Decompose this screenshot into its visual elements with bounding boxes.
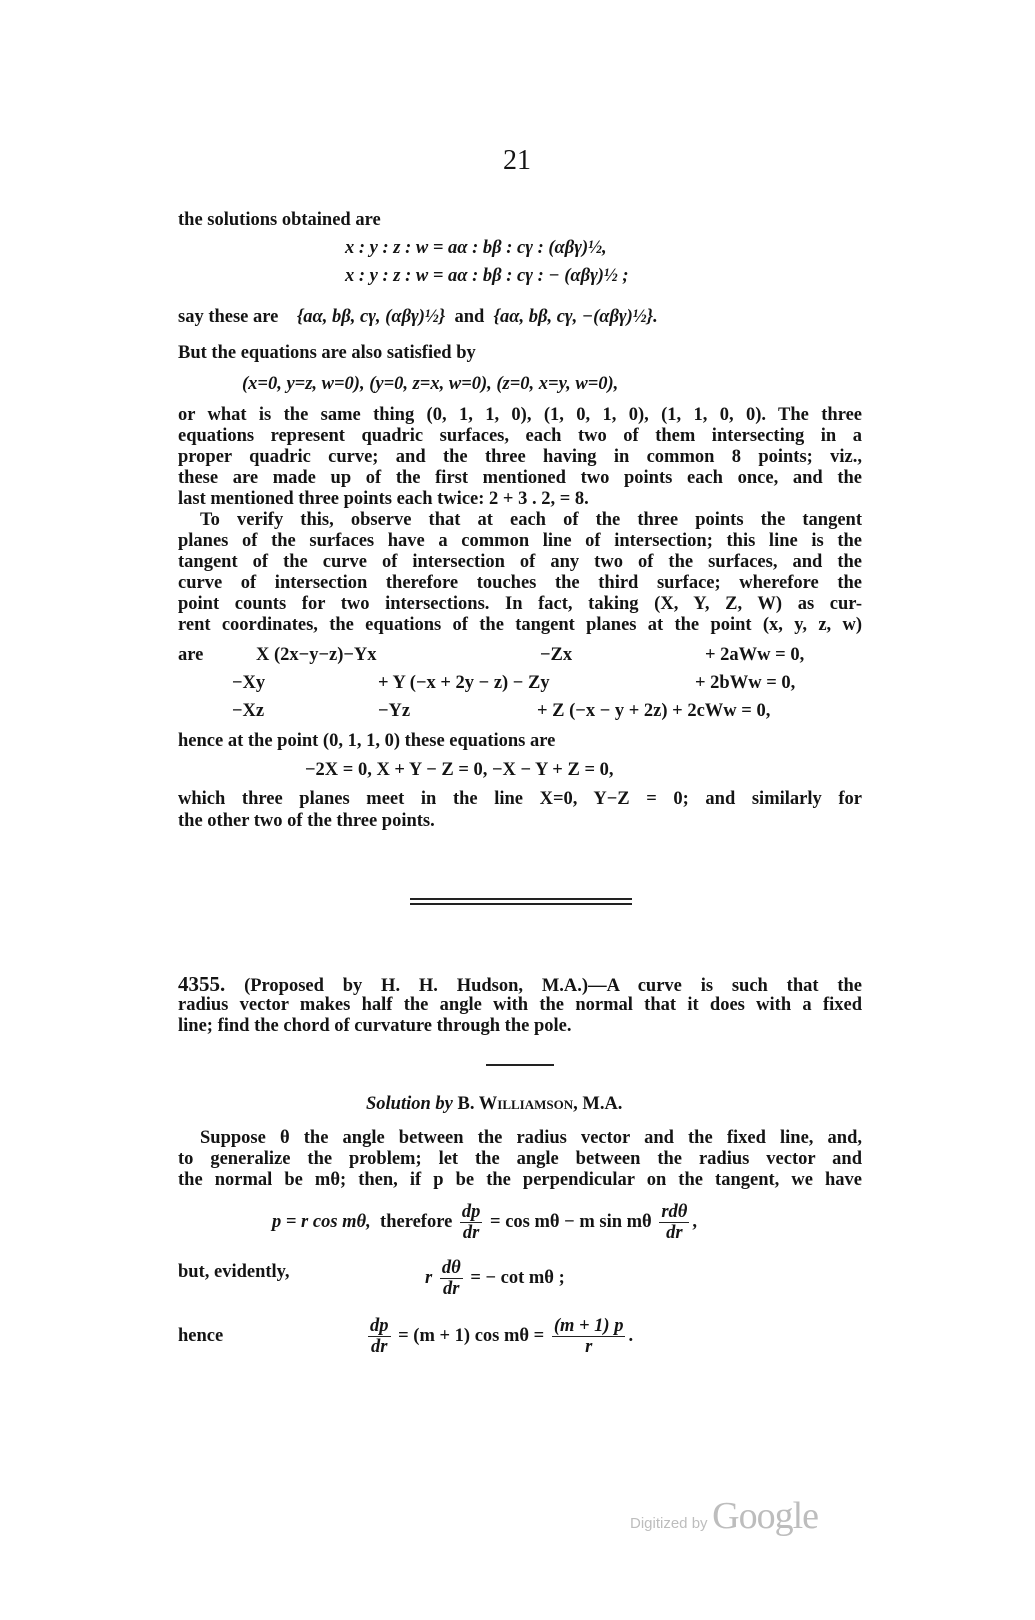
text-line: But the equations are also satisfied by xyxy=(178,343,476,363)
text-line: the other two of the three points. xyxy=(178,811,435,831)
text-line: the solutions obtained are xyxy=(178,210,381,230)
text: hence xyxy=(178,1326,224,1346)
text: (Proposed by H. H. Hudson, M.A.)—A curve is such that the xyxy=(244,976,862,995)
equation-term: + 2bWw = 0, xyxy=(695,673,796,693)
equation: x : y : z : w = aα : bβ : cγ : (αβγ)½, xyxy=(345,238,607,258)
google-watermark: Digitized by Google xyxy=(630,1495,819,1537)
equation-term: −Xy xyxy=(232,673,266,693)
equation: (x=0, y=z, w=0), (y=0, z=x, w=0), (z=0, x=y, w=0), xyxy=(242,374,619,394)
text-line: To verify this, observe that at each of the three points the tangent xyxy=(200,510,862,530)
equation: r $\frac{d\theta}{dr}$ = − cot mθ ; xyxy=(425,1258,565,1300)
equation: {aα, bβ, cγ, −(αβγ)½}. xyxy=(493,307,658,327)
equation: −2X = 0, X + Y − Z = 0, −X − Y + Z = 0, xyxy=(305,760,614,780)
text-line: last mentioned three points each twice: 2 + 3 . 2, = 8. xyxy=(178,489,589,509)
text-line: these are made up of the first mentioned two points each once, and the xyxy=(178,468,862,488)
equation: p = r cos mθ, therefore $\frac{dp}{dr}$ = cos mθ − m sin mθ $\frac{\text{rdθ}}{dr}$ , xyxy=(272,1202,698,1244)
equation-term: + Y (−x + 2y − z) − Zy xyxy=(378,673,550,693)
fraction: $\frac{dp}{dr}$ xyxy=(461,1202,481,1244)
solution-heading: Solution by B. Williamson, M.A. xyxy=(366,1094,623,1114)
equation-term: + Z (−x − y + 2z) + 2cWw = 0, xyxy=(537,701,771,721)
divider xyxy=(486,1064,554,1066)
text-line: planes of the surfaces have a common line of intersection; this line is the xyxy=(178,531,862,551)
page-number: 21 xyxy=(503,145,531,176)
fraction: $\frac{d\theta}{dr}$ xyxy=(441,1258,461,1300)
text-line: line; find the chord of curvature through the pole. xyxy=(178,1016,572,1036)
text-line: rent coordinates, the equations of the tangent planes at the point (x, y, z, w) xyxy=(178,615,862,635)
text-line: proper quadric curve; and the three having in common 8 points; viz., xyxy=(178,447,862,467)
text-line: Suppose θ the angle between the radius vector and the fixed line, and, xyxy=(200,1128,862,1148)
equation-term: −Xz xyxy=(232,701,265,721)
equation: x : y : z : w = aα : bβ : cγ : − (αβγ)½ ; xyxy=(345,266,629,286)
fraction: $\frac{dp}{dr}$ xyxy=(370,1316,389,1358)
text-line: equations represent quadric surfaces, each two of them intersecting in a xyxy=(178,426,862,446)
equation: $\frac{dp}{dr}$ = (m + 1) cos mθ = $\frac{(m + 1) p}{r}$ . xyxy=(370,1316,634,1358)
section-divider xyxy=(410,898,632,900)
fraction: $\frac{(m + 1) p}{r}$ xyxy=(553,1316,624,1358)
text-line: curve of intersection therefore touches the third surface; wherefore the xyxy=(178,573,862,593)
equation-term: + 2aWw = 0, xyxy=(705,645,805,665)
text: but, evidently, xyxy=(178,1262,290,1282)
text: are xyxy=(178,645,204,665)
equation: {aα, bβ, cγ, (αβγ)½} xyxy=(296,307,446,327)
text: and xyxy=(454,307,485,327)
question-number: 4355. xyxy=(178,974,226,995)
equation-term: −Zx xyxy=(540,645,573,665)
fraction: $\frac{\text{rdθ}}{dr}$ xyxy=(661,1202,688,1244)
google-logo: Google xyxy=(712,1495,819,1537)
text-line: the normal be mθ; then, if p be the perpendicular on the tangent, we have xyxy=(178,1170,862,1190)
text-line: or what is the same thing (0, 1, 1, 0), (1, 0, 1, 0), (1, 1, 0, 0). The three xyxy=(178,405,862,425)
text-line: tangent of the curve of intersection of any two of the surfaces, and the xyxy=(178,552,862,572)
section-divider xyxy=(410,903,632,905)
text-line: point counts for two intersections. In fact, taking (X, Y, Z, W) as cur- xyxy=(178,594,862,614)
text-line: to generalize the problem; let the angle between the radius vector and xyxy=(178,1149,862,1169)
text-line: hence at the point (0, 1, 1, 0) these equations are xyxy=(178,731,556,751)
equation-term: −Yz xyxy=(378,701,411,721)
equation-term: X (2x−y−z)−Yx xyxy=(256,645,377,665)
text-line: radius vector makes half the angle with the normal that it does with a fixed xyxy=(178,995,862,1015)
text-line: which three planes meet in the line X=0, Y−Z = 0; and similarly for xyxy=(178,789,862,809)
text: say these are xyxy=(178,307,279,327)
